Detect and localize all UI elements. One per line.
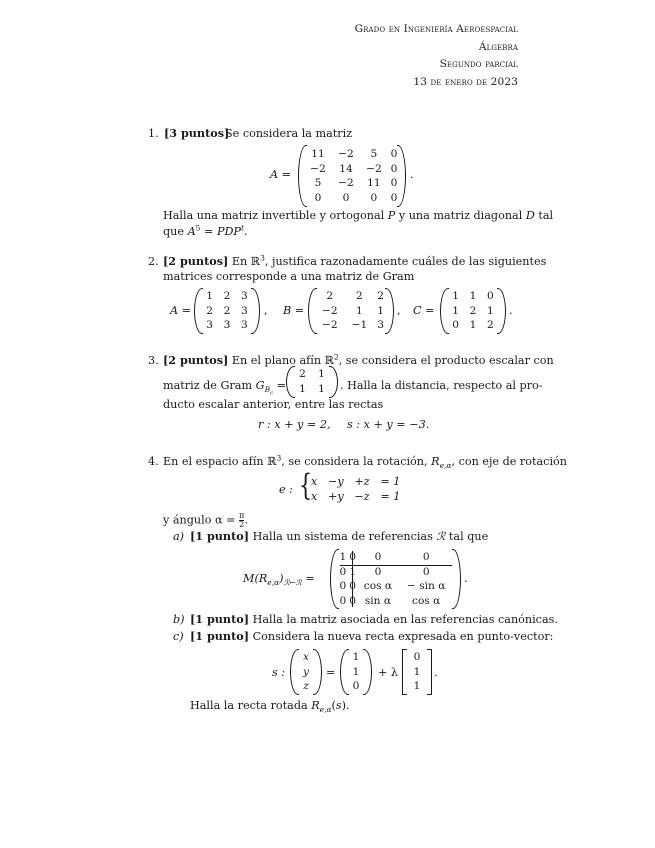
matrix-cell: 2 bbox=[326, 290, 334, 303]
matrix-cell: 2 bbox=[223, 304, 231, 317]
matrix-cell: 0 bbox=[374, 565, 382, 578]
matrix-cell: 11 bbox=[311, 148, 325, 161]
matrix-cell: 1 bbox=[469, 319, 477, 332]
matrix-cell: −2 bbox=[310, 162, 326, 175]
matrix-cell: 0 bbox=[374, 551, 382, 564]
problem-1-matrix-label: A = bbox=[270, 168, 292, 181]
matrix-cell: 0 bbox=[486, 290, 494, 303]
matrix-row bbox=[315, 304, 387, 319]
matrix-row bbox=[447, 318, 499, 333]
problem-4-axis-label: e : bbox=[279, 483, 293, 496]
matrix-cell: 3 bbox=[240, 319, 248, 332]
matrix-row bbox=[338, 565, 454, 580]
problem-3-gram-line: matriz de Gram $G_{B_c}$ = bbox=[163, 379, 287, 397]
matrix-cell: 0 bbox=[390, 162, 398, 175]
problem-3-line-r: r : x + y = 2, bbox=[258, 418, 331, 431]
matrix-cell: 0 bbox=[349, 580, 356, 593]
matrix-cell: 3 bbox=[377, 319, 384, 332]
matrix-cell: y bbox=[303, 665, 309, 678]
matrix-cell: 1 bbox=[318, 368, 325, 381]
matrix-cell: 3 bbox=[223, 319, 231, 332]
matrix-row bbox=[304, 162, 400, 177]
matrix-row bbox=[407, 665, 427, 680]
problem-1-points: [3 puntos] bbox=[164, 126, 230, 140]
matrix-cell: − sin α bbox=[406, 580, 446, 593]
matrix-cell: 0 bbox=[349, 594, 356, 607]
part-a-label: a) bbox=[173, 530, 185, 543]
matrix-cell: 0 bbox=[452, 319, 460, 332]
matrix-cell: 0 bbox=[352, 680, 360, 693]
matrix-cell: 3 bbox=[240, 290, 248, 303]
part-b-label: b) bbox=[173, 613, 185, 626]
matrix-cell: 0 bbox=[339, 594, 347, 607]
matrix-row bbox=[296, 650, 316, 665]
matrix-row bbox=[304, 147, 400, 162]
matrix-row bbox=[296, 665, 316, 680]
part-c-text: [1 punto] Considera la nueva recta expresada en punto-vector: bbox=[190, 629, 554, 643]
matrix-cell: −2 bbox=[338, 177, 354, 190]
matrix-cell: x bbox=[303, 651, 309, 664]
problem-1-matrix bbox=[298, 145, 406, 207]
axis-brace: { bbox=[298, 468, 313, 503]
matrix-cell: 2 bbox=[299, 368, 306, 381]
matrix-cell: cos α bbox=[363, 580, 393, 593]
matrix-cell: 0 bbox=[339, 580, 347, 593]
matrix-cell: 1 bbox=[356, 304, 363, 317]
matrix-cell: 2 bbox=[469, 304, 477, 317]
matrix-row bbox=[407, 679, 427, 694]
part-c-vec-dir bbox=[402, 649, 432, 695]
matrix-row bbox=[304, 191, 400, 206]
matrix-cell: 1 bbox=[318, 382, 325, 395]
problem-2-label-c: C = bbox=[413, 304, 435, 317]
matrix-row bbox=[447, 289, 499, 304]
part-c-plus-lambda: + λ bbox=[378, 666, 399, 679]
matrix-cell: 5 bbox=[370, 148, 378, 161]
part-c-label: c) bbox=[173, 630, 184, 643]
matrix-row bbox=[315, 318, 387, 333]
problem-3-number: 3. bbox=[148, 354, 159, 367]
matrix-cell: 3 bbox=[206, 319, 214, 332]
problem-3-line-s: s : x + y = −3. bbox=[347, 418, 430, 431]
problem-3-text-3: ducto escalar anterior, entre las rectas bbox=[163, 398, 384, 411]
problem-3-intro-line: [2 puntos] En el plano afín ℝ$^2$, se considera el producto escalar con bbox=[163, 352, 554, 367]
matrix-row bbox=[338, 550, 454, 565]
axis-eq-2: x +y −z = 1 bbox=[311, 490, 401, 503]
matrix-cell: −2 bbox=[366, 162, 382, 175]
matrix-row bbox=[338, 594, 454, 609]
matrix-cell: 1 bbox=[206, 290, 214, 303]
problem-1-number: 1. bbox=[148, 127, 159, 140]
matrix-cell: 0 bbox=[314, 191, 322, 204]
matrix-cell: sin α bbox=[364, 594, 392, 607]
matrix-cell: z bbox=[303, 680, 309, 693]
problem-2-matrix-b bbox=[308, 288, 394, 334]
matrix-cell: 1 bbox=[469, 290, 477, 303]
part-a-text: [1 punto] Halla un sistema de referencias ℛ tal que bbox=[190, 529, 489, 543]
problem-1-text-1: Halla una matriz invertible y ortogonal P y una matriz diagonal D tal bbox=[163, 209, 554, 222]
problem-1-intro: Se considera la matriz bbox=[225, 127, 353, 140]
problem-4-angle: y ángulo α = $\frac{\pi}{2}$ . bbox=[163, 511, 248, 529]
problem-2-label-a: A = bbox=[170, 304, 192, 317]
matrix-cell: 0 bbox=[339, 565, 347, 578]
matrix-cell: 1 bbox=[413, 665, 421, 678]
matrix-cell: 1 bbox=[486, 304, 494, 317]
matrix-row bbox=[315, 289, 387, 304]
matrix-row bbox=[201, 318, 253, 333]
matrix-row bbox=[296, 679, 316, 694]
matrix-row bbox=[346, 650, 366, 665]
matrix-cell: 1 bbox=[299, 382, 306, 395]
matrix-cell: 0 bbox=[342, 191, 350, 204]
matrix-cell: 0 bbox=[390, 148, 398, 161]
problem-4-number: 4. bbox=[148, 455, 159, 468]
matrix-cell: 2 bbox=[486, 319, 494, 332]
header-degree: Grado en Ingeniería Aeroespacial bbox=[354, 23, 518, 35]
axis-eq-1: x −y +z = 1 bbox=[311, 475, 401, 488]
matrix-row bbox=[201, 304, 253, 319]
matrix-row bbox=[338, 579, 454, 594]
part-b-text: [1 punto] Halla la matriz asociada en las referencias canónicas. bbox=[190, 612, 558, 626]
problem-2-matrix-c bbox=[440, 288, 506, 334]
matrix-row bbox=[201, 289, 253, 304]
matrix-cell: 2 bbox=[206, 304, 214, 317]
exam-page: Grado en Ingeniería Aeroespacial Álgebra Segundo parcial 13 de enero de 2023 1. [3 puntos] Se considera la matriz A = 11 −2 5 0 −2 14 −2 0 5 −2 11 0 0 0 0 0 . Halla una matriz invertible y ortogonal P y una matriz diagonal D tal que $A^5 = PDP^t$. 2. [2 puntos] En ℝ$^3$, justifica razonadamente cuáles de las siguientes matrices corresponde a una matriz de Gram A = 1 2 3 2 2 3 3 3 3 , B = 2 2 2 −2 1 1 −2 −1 3 , C = 1 1 0 1 2 1 0 1 2 . 3. [2 puntos] En el plano afín ℝ$^2$, se considera el producto escalar con matriz de Gram $G_{B_c}$ = 2 1 1 1 . Halla la distancia, respecto al pro- ducto escalar anterior, entre las rectas r : x + y = 2, s : x + y = −3. 4. En el espacio afín ℝ$^3$, se considera la rotación, $R_{e,\alpha}$, con eje de rotación e : { x −y +z = 1 x +y −z = 1 y ángulo α = $\frac{\pi}{2}$ . a) [1 punto] Halla un sistema de referencias ℛ tal que $M(R_{e,\alpha})_{ℛ\leftarrow ℛ}$ = 1 0 0 0 0 1 0 0 0 0 cos α − sin α 0 0 sin α cos α . b) [1 punto] Halla la matriz asociada en las referencias canónicas. c) [1 punto] Considera la nueva recta expresada en punto-vector: s : x y z = 1 1 0 + λ 0 1 1 . Halla la recta rotada $R_{e,\alpha}(s)$. bbox=[148, 23, 567, 715]
matrix-cell: 0 bbox=[413, 651, 421, 664]
part-c-vec-xyz bbox=[290, 649, 322, 695]
matrix-row bbox=[447, 304, 499, 319]
matrix-cell: 14 bbox=[339, 162, 353, 175]
matrix-cell: 2 bbox=[223, 290, 231, 303]
matrix-cell: 1 bbox=[349, 565, 356, 578]
header-exam: Segundo parcial bbox=[439, 58, 518, 70]
matrix-cell: −2 bbox=[321, 319, 338, 332]
matrix-cell: 1 bbox=[452, 304, 460, 317]
matrix-cell: 0 bbox=[349, 551, 356, 564]
part-a-matrix bbox=[330, 549, 461, 609]
matrix-cell: −1 bbox=[351, 319, 368, 332]
problem-2-intro-line: [2 puntos] En ℝ$^3$, justifica razonadamente cuáles de las siguientes bbox=[163, 253, 547, 268]
matrix-row bbox=[346, 665, 366, 680]
matrix-cell: 0 bbox=[422, 565, 430, 578]
problem-2-intro-3: matrices corresponde a una matriz de Gram bbox=[163, 270, 415, 283]
matrix-cell: 2 bbox=[377, 290, 384, 303]
problem-2-matrix-a bbox=[194, 288, 260, 334]
matrix-cell: cos α bbox=[412, 594, 441, 607]
header-date: 13 de enero de 2023 bbox=[413, 76, 518, 88]
matrix-cell: 3 bbox=[240, 304, 248, 317]
matrix-cell: 1 bbox=[452, 290, 460, 303]
matrix-cell: 1 bbox=[339, 551, 347, 564]
matrix-cell: −2 bbox=[321, 304, 338, 317]
part-c-vec-point bbox=[340, 649, 372, 695]
problem-4-intro-line: En el espacio afín ℝ$^3$, se considera la rotación, $R_{e,\alpha}$, con eje de rotación bbox=[163, 453, 567, 471]
part-a-matrix-label: $M(R_{e,\alpha})_{ℛ\leftarrow ℛ}$ = bbox=[243, 572, 315, 588]
problem-2-number: 2. bbox=[148, 255, 159, 268]
matrix-cell: 11 bbox=[367, 177, 381, 190]
matrix-cell: 1 bbox=[413, 680, 421, 693]
matrix-cell: 5 bbox=[314, 177, 322, 190]
matrix-row bbox=[293, 382, 331, 397]
header-subject: Álgebra bbox=[478, 41, 518, 53]
matrix-cell: 2 bbox=[356, 290, 363, 303]
problem-1-text-2: que $A^5 = PDP^t$. bbox=[163, 223, 248, 238]
matrix-row bbox=[293, 367, 331, 382]
matrix-cell: 0 bbox=[390, 177, 398, 190]
matrix-cell: −2 bbox=[338, 148, 354, 161]
part-c-s-label: s : bbox=[272, 666, 286, 679]
matrix-cell: 1 bbox=[377, 304, 384, 317]
matrix-cell: 0 bbox=[422, 551, 430, 564]
matrix-row bbox=[346, 679, 366, 694]
problem-3-matrix bbox=[286, 366, 338, 398]
problem-2-label-b: B = bbox=[283, 304, 305, 317]
matrix-cell: 1 bbox=[352, 651, 360, 664]
matrix-row bbox=[407, 650, 427, 665]
part-c-final: Halla la recta rotada $R_{e,\alpha}(s)$. bbox=[190, 699, 350, 715]
problem-3-gram-2: . Halla la distancia, respecto al pro- bbox=[340, 379, 543, 392]
matrix-cell: 0 bbox=[390, 191, 398, 204]
matrix-cell: 0 bbox=[370, 191, 378, 204]
matrix-cell: 1 bbox=[352, 665, 360, 678]
matrix-row bbox=[304, 176, 400, 191]
